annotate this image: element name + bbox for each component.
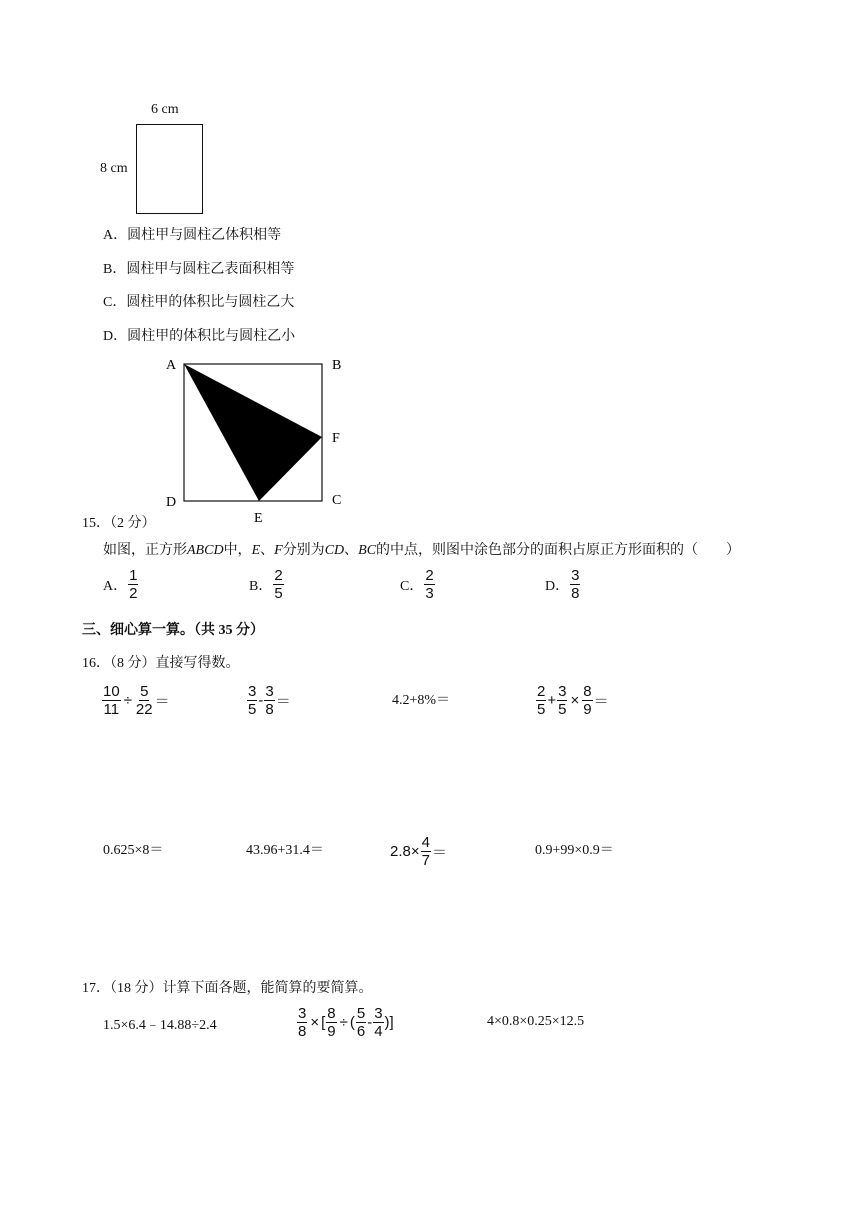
- fraction: $\frac{3}{8}$: [571, 567, 580, 602]
- q17-expr-1: 1.5×6.4﹣14.88÷2.4: [103, 1018, 217, 1033]
- option-letter: B．: [103, 262, 127, 277]
- option-letter: D．: [103, 329, 128, 344]
- q16-expr-3: 4.2+8%＝: [392, 693, 451, 708]
- rectangle-shape: [136, 124, 203, 214]
- fraction: $\frac{1}{2}$: [129, 567, 138, 602]
- label-a: A: [166, 358, 177, 373]
- fraction: $\frac{2}{5}$: [274, 567, 283, 602]
- square-figure: [160, 352, 360, 527]
- q16-header: 16．（8 分）直接写得数。: [82, 656, 240, 671]
- fraction: $\frac{2}{3}$: [425, 567, 434, 602]
- q16-expr-8: 0.9+99×0.9＝: [535, 843, 614, 858]
- q16-expr-4: $\frac{2}{5}$ + $\frac{3}{5}$ × $\frac{8}{9}$ ＝: [537, 683, 609, 718]
- option-text: 圆柱甲与圆柱乙表面积相等: [126, 262, 295, 277]
- option-c[interactable]: [103, 291, 294, 311]
- option-a[interactable]: [103, 224, 281, 244]
- option-text: 圆柱甲的体积比与圆柱乙大: [126, 295, 295, 310]
- label-c: C: [332, 493, 342, 508]
- label-e: E: [254, 511, 263, 526]
- q15-option-b[interactable]: B． $\frac{2}{5}$: [249, 567, 283, 602]
- q16-expr-2: $\frac{3}{5}$ - $\frac{3}{8}$ ＝: [248, 683, 291, 718]
- label-f: F: [332, 431, 340, 446]
- q16-expr-1: $\frac{10}{11}$ ÷ $\frac{5}{22}$ ＝: [103, 683, 170, 718]
- width-label: 6 cm: [151, 102, 179, 117]
- option-text: 圆柱甲的体积比与圆柱乙小: [127, 329, 296, 344]
- q15-text: 如图，正方形ABCD中，E、F分别为CD、BC的中点，则图中涂色部分的面积占原正方形面积的（ ）: [103, 543, 741, 558]
- q17-expr-3: 4×0.8×0.25×12.5: [487, 1014, 585, 1029]
- q16-expr-6: 43.96+31.4＝: [246, 843, 324, 858]
- q15-option-d[interactable]: D． $\frac{3}{8}$: [545, 567, 580, 602]
- label-b: B: [332, 358, 342, 373]
- q16-expr-7: 2.8× $\frac{4}{7}$ ＝: [390, 834, 447, 869]
- shaded-triangle: [184, 364, 322, 501]
- option-letter: A．: [103, 228, 128, 243]
- height-label: 8 cm: [100, 161, 128, 176]
- q15-option-a[interactable]: A． $\frac{1}{2}$: [103, 567, 138, 602]
- q17-expr-2: $\frac{3}{8}$ × [ $\frac{8}{9}$ ÷ ( $\frac{5}{6}$ - $\frac{3}{4}$ ) ]: [298, 1005, 394, 1040]
- section-title: 三、细心算一算。（共 35 分）: [82, 623, 264, 638]
- q16-expr-5: 0.625×8＝: [103, 843, 164, 858]
- q15-option-c[interactable]: C． $\frac{2}{3}$: [400, 567, 434, 602]
- option-letter: C．: [103, 295, 127, 310]
- option-b[interactable]: [103, 258, 294, 278]
- label-d: D: [166, 495, 177, 510]
- option-d[interactable]: [103, 325, 295, 345]
- option-text: 圆柱甲与圆柱乙体积相等: [127, 228, 282, 243]
- q15-number: 15．（2 分）: [82, 516, 156, 531]
- q17-header: 17．（18 分）计算下面各题，能简算的要简算。: [82, 981, 373, 996]
